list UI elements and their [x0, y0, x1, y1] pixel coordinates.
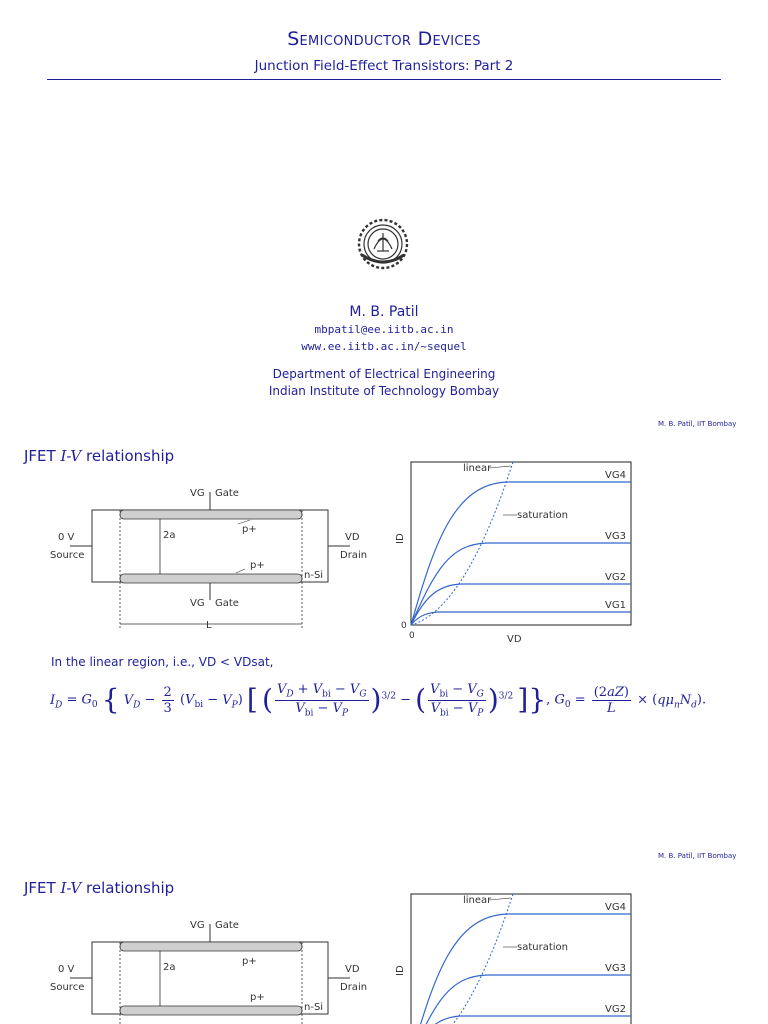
heading-suffix: relationship: [86, 447, 175, 465]
jfet-device-diagram: [40, 480, 380, 640]
y-axis-label: ID: [395, 965, 406, 976]
p-plus-top: p+: [242, 524, 257, 535]
drain-voltage: VD: [345, 964, 360, 975]
slide-title: Semiconductor Devices: [287, 28, 481, 50]
linear-label: linear: [463, 895, 492, 906]
source-label: Source: [50, 982, 85, 993]
slide3-heading: [24, 879, 174, 897]
source-voltage: 0 V: [58, 964, 75, 975]
heading-iv: I-V: [60, 447, 82, 465]
iv-characteristic-plot-2: [395, 892, 640, 1024]
iitb-logo-icon: [352, 213, 414, 275]
footer-author-1: M. B. Patil, IIT Bombay: [658, 420, 737, 428]
curve-vg1: [411, 612, 631, 625]
thickness-label: 2a: [163, 962, 176, 973]
saturation-label: saturation: [517, 942, 568, 953]
iv-characteristic-plot: [395, 460, 640, 650]
label-vg3: VG3: [605, 531, 626, 542]
gate-bottom-voltage: VG: [190, 598, 205, 609]
drain-label: Drain: [340, 982, 368, 993]
p-plus-top: p+: [242, 956, 257, 967]
linear-label: linear: [463, 463, 492, 474]
heading-iv: I-V: [60, 879, 82, 897]
heading-prefix: JFET: [24, 447, 56, 465]
gate-top-voltage: VG: [190, 920, 205, 931]
slide-subtitle: Junction Field-Effect Transistors: Part 2: [254, 58, 514, 74]
length-label: L: [206, 620, 212, 631]
y-axis-label: ID: [395, 533, 406, 544]
author-name: M. B. Patil: [349, 304, 419, 320]
title-rule: [47, 79, 721, 80]
heading-prefix: JFET: [24, 879, 56, 897]
origin-x: 0: [409, 631, 415, 641]
top-gate-plate: [120, 510, 302, 519]
saturation-label: saturation: [517, 510, 568, 521]
author-email[interactable]: mbpatil@ee.iitb.ac.in: [314, 323, 454, 336]
jfet-device-diagram-2: [40, 912, 380, 1024]
linear-region-text: In the linear region, i.e., VD < VDsat,: [51, 655, 274, 669]
curve-vg4: [411, 482, 631, 625]
slide2-heading: [24, 447, 174, 465]
label-vg4: VG4: [605, 902, 626, 913]
source-voltage: 0 V: [58, 532, 75, 543]
drain-label: Drain: [340, 550, 368, 561]
drain-voltage: VD: [345, 532, 360, 543]
gate-top-label: Gate: [215, 920, 239, 931]
gate-top-voltage: VG: [190, 488, 205, 499]
label-vg1: VG1: [605, 600, 626, 611]
curve-vg2: [411, 584, 631, 625]
author-website[interactable]: www.ee.iitb.ac.in/~sequel: [301, 340, 467, 353]
department: Department of Electrical Engineering: [272, 367, 496, 381]
label-vg3: VG3: [605, 963, 626, 974]
label-vg2: VG2: [605, 1004, 626, 1015]
gate-top-label: Gate: [215, 488, 239, 499]
p-plus-bottom: p+: [250, 560, 265, 571]
thickness-label: 2a: [163, 530, 176, 541]
x-axis-label: VD: [507, 634, 522, 645]
label-vg2: VG2: [605, 572, 626, 583]
p-plus-bottom: p+: [250, 992, 265, 1003]
footer-author-2: M. B. Patil, IIT Bombay: [658, 852, 737, 860]
gate-bottom-label: Gate: [215, 598, 239, 609]
origin-y: 0: [401, 621, 407, 631]
source-label: Source: [50, 550, 85, 561]
id-equation: $I_D = G_0$ { $V_D$ − $\frac{2}{3}$ $(V_{bi} - V_P)$ [ ( $\frac{V_D + V_{bi} - V_G}{V_{bi} - V_P}$ )$^{3/2}$ − ( $\frac{V_{bi} - V_G}{V_{bi} - V_P}$ )$^{3/2}$ ]}, $G_0$ = $\frac{(2aZ)}{L}$ × $(q\mu_nN_d)$.: [50, 682, 707, 719]
heading-suffix: relationship: [86, 879, 175, 897]
label-vg4: VG4: [605, 470, 626, 481]
bottom-gate-plate: [120, 574, 302, 583]
n-si-label: n-Si: [304, 570, 324, 581]
institute: Indian Institute of Technology Bombay: [268, 384, 500, 398]
n-si-label: n-Si: [304, 1002, 324, 1013]
